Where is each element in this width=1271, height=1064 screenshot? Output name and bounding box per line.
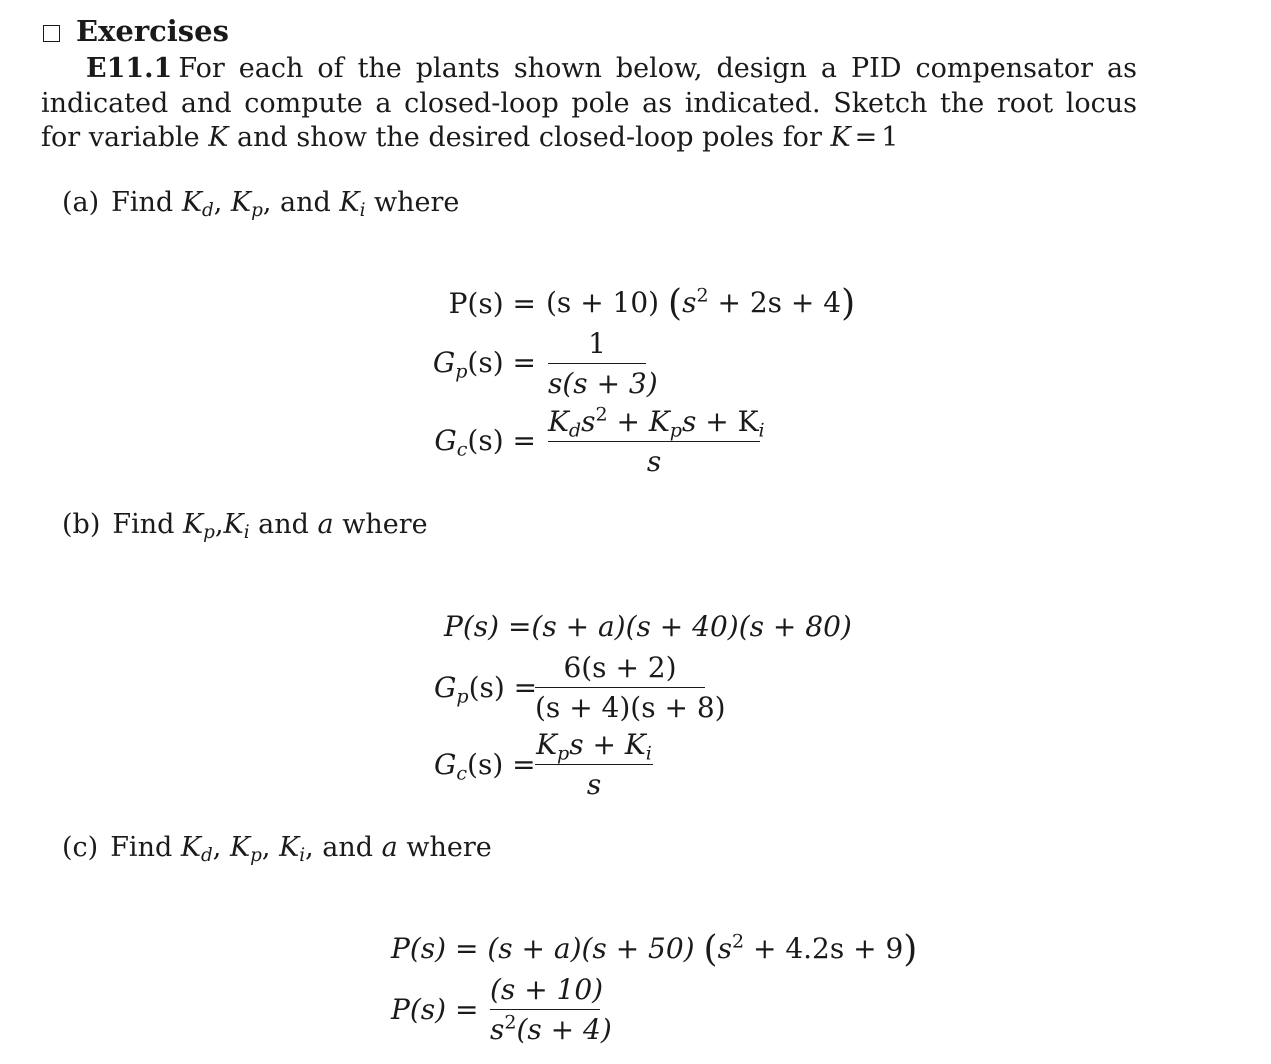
part-c-p2-denominator: $s^2(s + 4)$: [490, 1011, 612, 1046]
section-title: Exercises: [76, 14, 229, 48]
part-a-gc-denominator: s: [646, 445, 662, 478]
exercise-statement: [41, 52, 1137, 156]
find-word: Find: [111, 187, 174, 218]
find-word: Find: [110, 832, 173, 863]
gp-lhs-text: (s) =: [468, 671, 538, 704]
part-a-gp-numerator: 1: [588, 327, 606, 360]
part-a-p-rhs: (s + 10) $(s^2 + 2s + 4)$: [546, 283, 856, 324]
part-a-heading: (a) Find $K_d$, $K_p$, and $K_i$ where: [62, 187, 460, 222]
part-a-gc-lhs: $G_c(s)$ =: [434, 424, 536, 461]
var-a: a: [381, 832, 398, 863]
part-a-p-lhs: P(s) =: [448, 287, 536, 320]
part-c-p2-lhs: P(s) =: [391, 993, 479, 1026]
exercise-label: E11.1: [86, 53, 173, 84]
part-a-gp-denominator: s(s + 3): [548, 367, 658, 400]
part-c-p1-quadratic: + 4.2s + 9: [752, 932, 904, 965]
var-k: K: [208, 122, 229, 153]
gc-num-tail: + K: [705, 405, 759, 438]
part-b-p-rhs: (s + a)(s + 40)(s + 80): [531, 610, 852, 643]
part-b-gp-denominator: (s + 4)(s + 8): [535, 691, 726, 724]
exercise-text-1: For each of the plants shown below, design a PID compensator as indicated and compute a closed-loop pole as indicated. Sketch the root locus for variable: [41, 53, 1137, 153]
and-word: and: [322, 832, 374, 863]
part-b-gc-numerator: $K_ps + K_i$: [536, 728, 652, 765]
gc-lhs-text: (s) =: [467, 748, 536, 781]
part-b-gp-lhs: $G_p(s)$ =: [434, 671, 538, 708]
equals-sign: =: [854, 122, 878, 153]
checkbox-icon: [43, 25, 60, 42]
part-c-p2-fraction: [490, 973, 612, 1046]
part-b-gc-fraction: [535, 728, 653, 801]
gp-lhs-text: (s) =: [467, 346, 536, 379]
and-word: and: [258, 509, 309, 540]
part-b-gc-lhs: $G_c(s)$ =: [434, 748, 536, 785]
part-a-gc-fraction: [548, 403, 765, 478]
exercise-text-2: and show the desired closed-loop poles for: [236, 122, 822, 153]
where-word: where: [406, 832, 492, 863]
part-b-gp-fraction: [535, 651, 726, 724]
where-word: where: [374, 187, 460, 218]
where-word: where: [342, 509, 428, 540]
part-c-p2-numerator: (s + 10): [490, 973, 604, 1006]
part-a-p-factor: (s + 10): [546, 286, 660, 319]
part-c-p1-lhs: P(s) =: [391, 932, 479, 965]
part-b-gp-numerator: 6(s + 2): [563, 651, 677, 684]
part-a-label: (a): [62, 187, 100, 218]
and-word: and: [280, 187, 331, 218]
part-c-p1-factors: (s + a)(s + 50): [487, 932, 695, 965]
part-a-gp-lhs: $G_p(s)$ =: [432, 346, 536, 383]
find-word: Find: [112, 509, 175, 540]
part-b-label: (b): [62, 509, 101, 540]
k-value: 1: [881, 122, 899, 153]
part-c-p1-equation: P(s) = (s + a)(s + 50) $(s^2 + 4.2s + 9)$: [391, 929, 918, 970]
var-a: a: [317, 509, 334, 540]
p2-den-tail: (s + 4): [516, 1013, 612, 1046]
part-a-p-quadratic: + 2s + 4: [717, 286, 842, 319]
part-b-p-lhs: P(s) =: [444, 610, 532, 643]
part-b-heading: (b) Find $K_p,K_i$ and a where: [62, 509, 428, 544]
part-c-heading: (c) Find $K_d$, $K_p$, $K_i$, and a where: [62, 832, 492, 867]
part-c-label: (c): [62, 832, 99, 863]
part-b-gc-denominator: s: [586, 768, 602, 801]
part-a-gc-numerator: $K_ds^2 + K_ps + K_i$: [548, 403, 765, 442]
part-b-p-equation: [444, 610, 852, 643]
gc-lhs-text: (s) =: [467, 424, 536, 457]
var-k-2: K: [830, 122, 851, 153]
part-a-gp-fraction: [548, 327, 658, 400]
